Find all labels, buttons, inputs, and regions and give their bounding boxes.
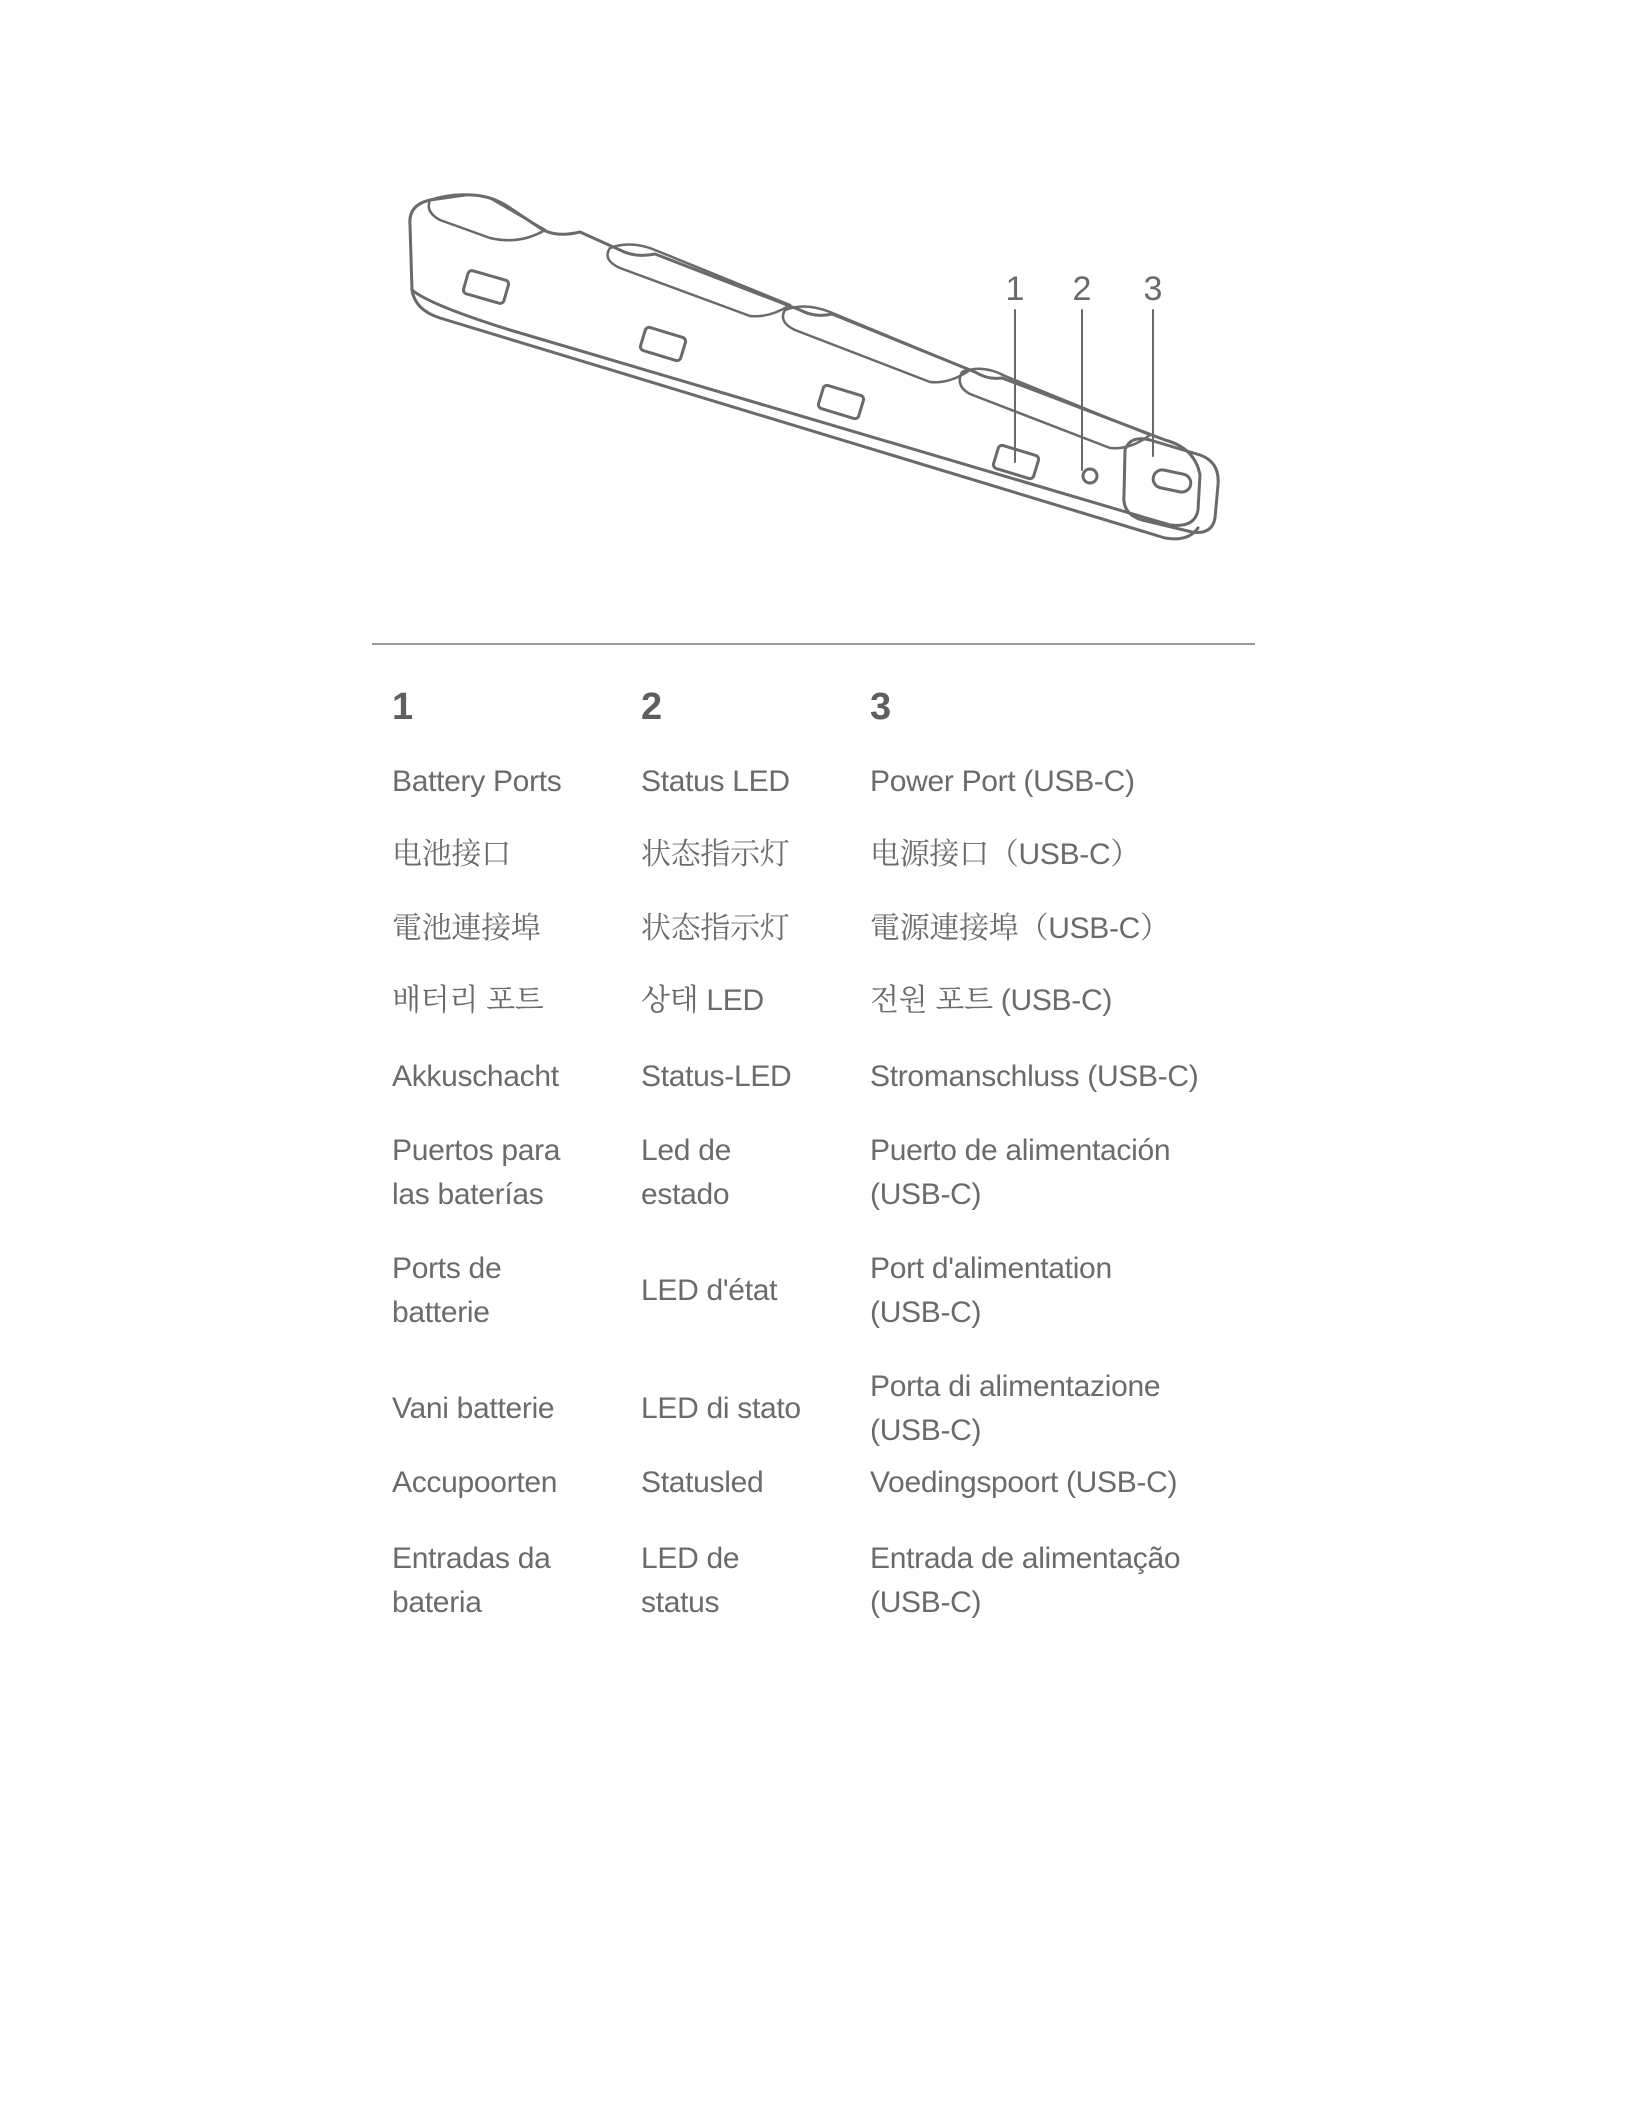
battery-port-icon: [639, 326, 686, 361]
battery-port-icon: [817, 384, 864, 419]
term-text: Puertos para: [392, 1134, 561, 1167]
term-cell: [641, 1129, 851, 1217]
term-text: 배터리 포트: [392, 984, 544, 1017]
term-cell: [870, 1537, 1255, 1625]
term-text: Ports de: [392, 1252, 502, 1285]
status-led-icon: [1083, 469, 1097, 483]
term-text: 电源接口（USB-C）: [870, 838, 1141, 871]
term-text: status: [641, 1586, 720, 1619]
term-cell: [641, 1387, 851, 1431]
term-text: batterie: [392, 1296, 490, 1329]
end-cap: [1124, 439, 1218, 533]
term-cell: [870, 1055, 1255, 1099]
term-text: (USB-C): [870, 1178, 982, 1211]
term-text: (USB-C): [870, 1586, 982, 1619]
term-text: Led de: [641, 1134, 731, 1167]
term-text: LED d'état: [641, 1274, 778, 1307]
charging-hub-drawing: [370, 150, 1270, 570]
term-text: Entradas da: [392, 1542, 551, 1575]
column-number: 1: [392, 686, 414, 728]
term-text: 電源連接埠（USB-C）: [870, 912, 1170, 945]
term-text: bateria: [392, 1586, 482, 1619]
term-text: Stromanschluss (USB-C): [870, 1060, 1199, 1093]
term-cell: [870, 1247, 1255, 1335]
term-cell: [392, 1247, 622, 1335]
term-cell: [870, 833, 1255, 877]
term-cell: [392, 1129, 622, 1217]
term-cell: [392, 760, 622, 804]
term-text: las baterías: [392, 1178, 544, 1211]
term-text: Puerto de alimentación: [870, 1134, 1171, 1167]
term-cell: [392, 1055, 622, 1099]
term-text: LED di stato: [641, 1392, 801, 1425]
battery-port-icon: [463, 270, 510, 305]
term-text: Battery Ports: [392, 765, 562, 798]
term-text: Porta di alimentazione: [870, 1370, 1161, 1403]
callout-1: 1: [1005, 270, 1025, 308]
term-cell: [641, 1461, 851, 1505]
term-cell: [870, 1129, 1255, 1217]
term-cell: [641, 979, 851, 1023]
term-cell: [641, 907, 851, 951]
term-text: 상태 LED: [641, 984, 764, 1017]
term-text: 電池連接埠: [392, 912, 541, 945]
term-text: Status-LED: [641, 1060, 792, 1093]
column-number: 2: [641, 686, 663, 728]
usb-c-port-icon: [1152, 468, 1193, 494]
term-text: Statusled: [641, 1466, 764, 1499]
callout-3: 3: [1143, 270, 1163, 308]
term-cell: [870, 760, 1255, 804]
term-text: Port d'alimentation: [870, 1252, 1112, 1285]
term-cell: [870, 979, 1255, 1023]
term-text: 状态指示灯: [641, 838, 790, 871]
term-cell: [392, 1461, 622, 1505]
column-number: 3: [870, 686, 892, 728]
term-cell: [392, 979, 622, 1023]
term-text: Status LED: [641, 765, 790, 798]
term-cell: [392, 1387, 622, 1431]
term-cell: [641, 1269, 851, 1313]
term-text: (USB-C): [870, 1414, 982, 1447]
term-text: Akkuschacht: [392, 1060, 559, 1093]
term-cell: [392, 833, 622, 877]
term-text: 电池接口: [392, 838, 511, 871]
term-text: Power Port (USB-C): [870, 765, 1135, 798]
term-text: 状态指示灯: [641, 912, 790, 945]
term-text: 전원 포트 (USB-C): [870, 984, 1113, 1017]
term-text: Vani batterie: [392, 1392, 555, 1425]
term-text: Entrada de alimentação: [870, 1542, 1181, 1575]
product-illustration: [370, 150, 1270, 570]
term-cell: [641, 760, 851, 804]
term-cell: [870, 907, 1255, 951]
term-cell: [870, 1461, 1255, 1505]
term-cell: [870, 1365, 1255, 1453]
term-text: estado: [641, 1178, 730, 1211]
term-cell: [641, 1055, 851, 1099]
term-cell: [392, 907, 622, 951]
term-cell: [641, 1537, 851, 1625]
term-cell: [641, 833, 851, 877]
term-text: (USB-C): [870, 1296, 982, 1329]
term-text: LED de: [641, 1542, 740, 1575]
callout-2: 2: [1072, 270, 1092, 308]
term-text: Accupoorten: [392, 1466, 558, 1499]
term-text: Voedingspoort (USB-C): [870, 1466, 1178, 1499]
term-cell: [392, 1537, 622, 1625]
section-divider: [372, 643, 1255, 645]
